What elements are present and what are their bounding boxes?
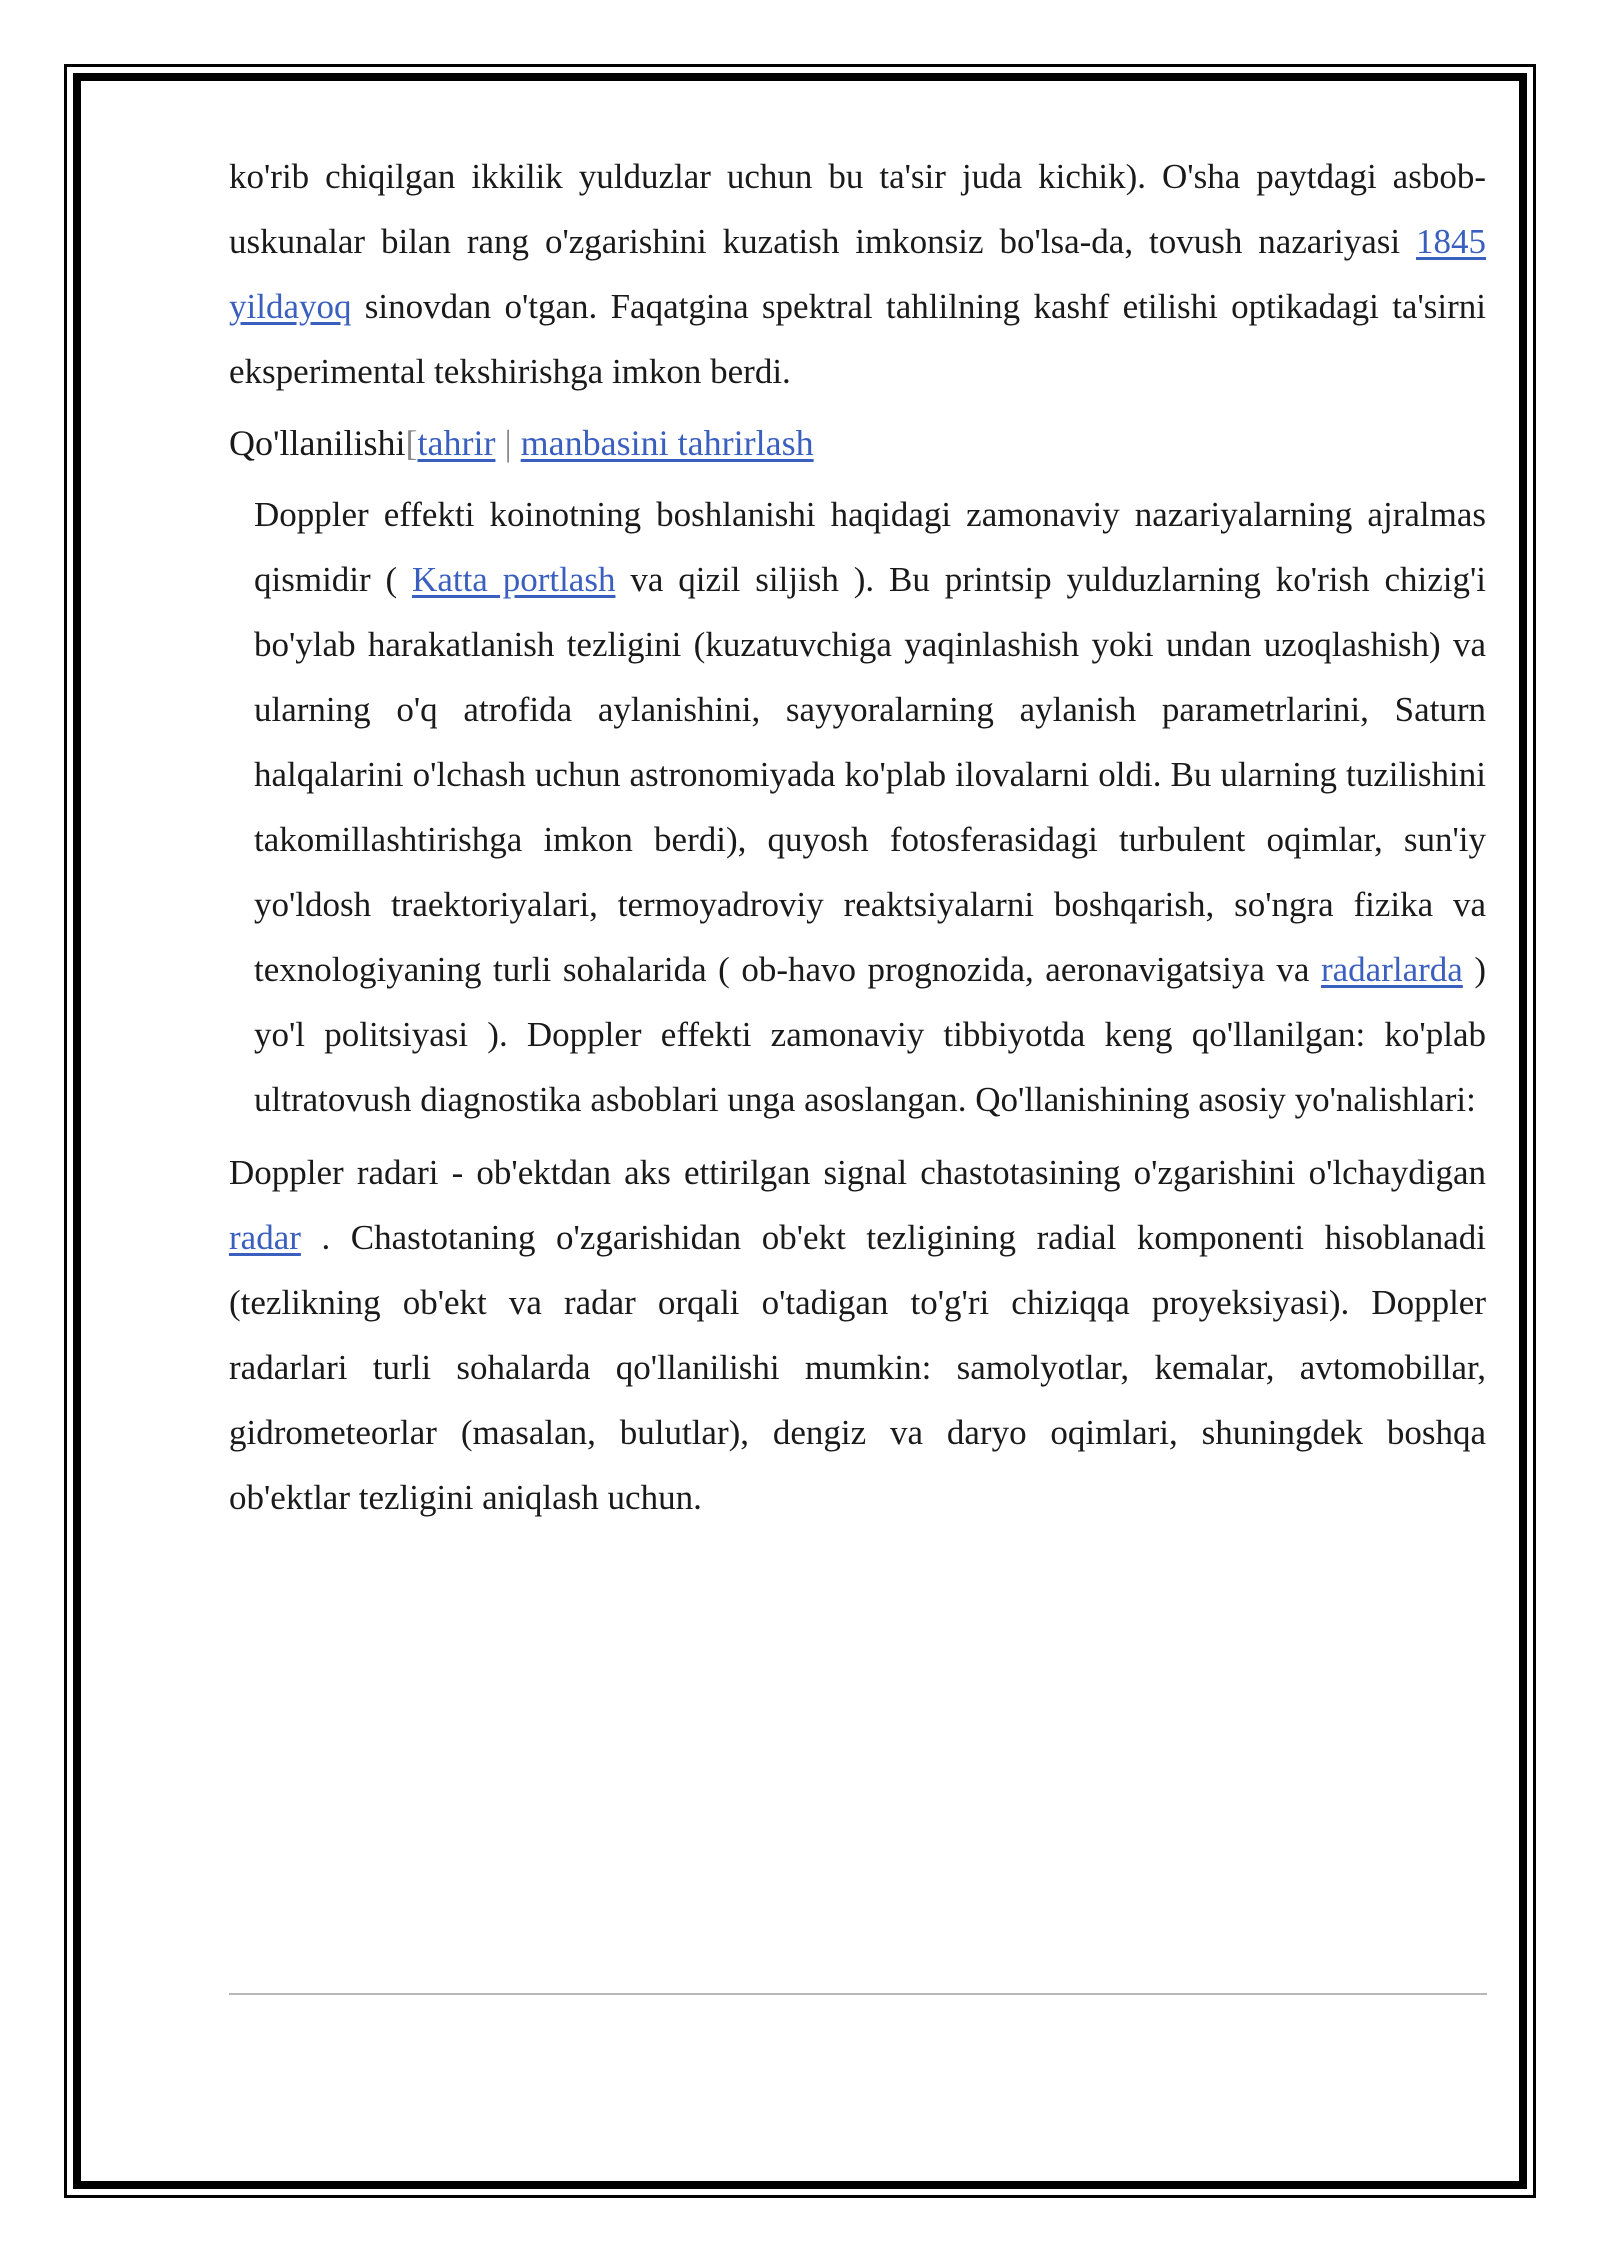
edit-source-link[interactable]: manbasini tahrirlash: [520, 423, 814, 463]
paragraph-applications: [229, 482, 1486, 1132]
paragraph-text: Doppler effekti koinotning boshlanishi haqidagi zamonaviy nazariyalarning ajralmas qismidir (: [254, 495, 1486, 599]
paragraph-text: sinovdan o'tgan. Faqatgina spektral tahlilning kashf etilishi optikadagi ta'sirni eksperimental tekshirishga imkon berdi.: [229, 287, 1486, 391]
link-radarlarda[interactable]: radarlarda: [1320, 950, 1463, 989]
footer-divider: [229, 1993, 1487, 1995]
bracket-open: [: [405, 423, 418, 463]
link-radar[interactable]: radar: [229, 1218, 301, 1257]
paragraph-text: ko'rib chiqilgan ikkilik yulduzlar uchun bu ta'sir juda kichik). O'sha paytdagi asbob-uskunalar bilan rang o'zgarishini kuzatish imkonsiz bo'lsa-da, tovush nazariyasi: [229, 157, 1486, 261]
document-body: [229, 144, 1486, 1530]
link-1845[interactable]: 1845 yildayoq: [229, 222, 1486, 326]
paragraph-text: . Chastotaning o'zgarishidan ob'ekt tezligining radial komponenti hisoblanadi (tezlikning ob'ekt va radar orqali o'tadigan to'g'ri chiziqqa proyeksiyasi). Doppler radarlari turli sohalarda qo'llanilishi mumkin: samolyotlar, kemalar, avtomobillar, gidrometeorlar (masalan, bulutlar), dengiz va daryo oqimlari, shuningdek boshqa ob'ektlar tezligini aniqlash uchun.: [229, 1218, 1486, 1517]
section-title: Qo'llanilishi: [229, 423, 406, 463]
paragraph-history: [229, 144, 1486, 404]
paragraph-text: ) yo'l politsiyasi ). Doppler effekti zamonaviy tibbiyotda keng qo'llanilgan: ko'plab ultratovush diagnostika asboblari unga asoslangan. Qo'llanishining asosiy yo'nalishlari:: [254, 950, 1487, 1119]
paragraph-text: Doppler radari - ob'ektdan aks ettirilgan signal chastotasining o'zgarishini o'lchaydigan: [229, 1153, 1486, 1192]
edit-link[interactable]: tahrir: [417, 423, 496, 463]
edit-separator: |: [495, 423, 521, 463]
paragraph-doppler-radar: [229, 1140, 1486, 1530]
link-katta-portlash[interactable]: Katta portlash: [412, 560, 616, 599]
paragraph-text: va qizil siljish ). Bu printsip yulduzlarning ko'rish chizig'i bo'ylab harakatlanish tezligini (kuzatuvchiga yaqinlashish yoki undan uzoqlashish) va ularning o'q atrofida aylanishini, sayyoralarning aylanish parametrlarini, Saturn halqalarini o'lchash uchun astronomiyada ko'plab ilovalarni oldi. Bu ularning tuzilishini takomillashtirishga imkon berdi), quyosh fotosferasidagi turbulent oqimlar, sun'iy yo'ldosh traektoriyalari, termoyadroviy reaktsiyalarni boshqarish, so'ngra fizika va texnologiyaning turli sohalarida ( ob-havo prognozida, aeronavigatsiya va: [254, 560, 1486, 989]
section-heading: [229, 412, 1486, 474]
